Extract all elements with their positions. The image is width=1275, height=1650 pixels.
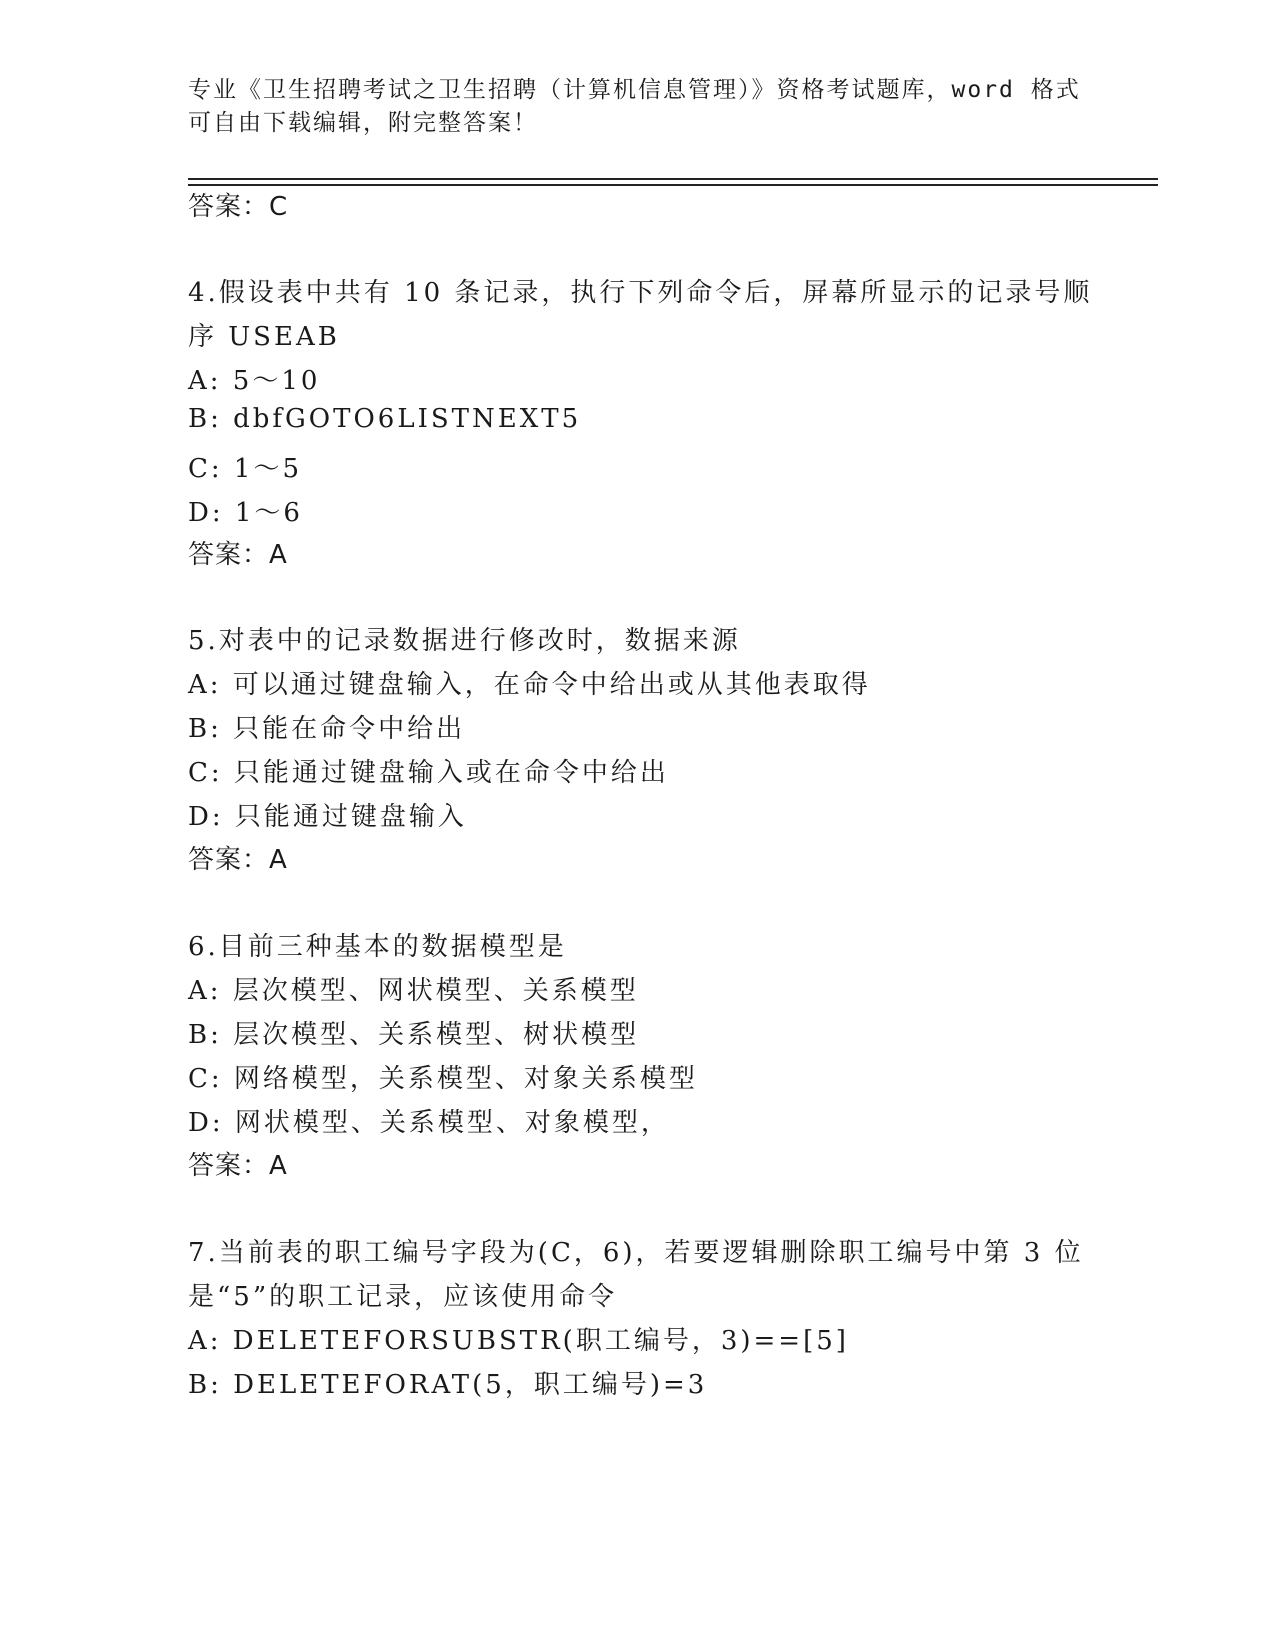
question-7-option-b: B: DELETEFORAT(5，职工编号)=3 bbox=[188, 1370, 708, 1400]
document-header bbox=[188, 74, 1088, 140]
question-4-option-d: D: 1～6 bbox=[188, 498, 303, 528]
question-6-option-c: C: 网络模型，关系模型、对象关系模型 bbox=[188, 1064, 698, 1094]
question-7-stem-line-2: 是“5”的职工记录，应该使用命令 bbox=[188, 1282, 618, 1312]
question-4-stem-line-1: 4.假设表中共有 10 条记录，执行下列命令后，屏幕所显示的记录号顺 bbox=[188, 278, 1093, 308]
question-4-answer: 答案：A bbox=[188, 540, 288, 570]
header-divider-bottom bbox=[188, 184, 1158, 186]
question-5-option-b: B: 只能在命令中给出 bbox=[188, 714, 466, 744]
question-5-stem: 5.对表中的记录数据进行修改时，数据来源 bbox=[188, 626, 741, 656]
previous-answer: 答案：C bbox=[188, 192, 289, 222]
header-divider-top bbox=[188, 178, 1158, 180]
question-5-option-a: A: 可以通过键盘输入，在命令中给出或从其他表取得 bbox=[188, 670, 871, 700]
question-5-answer: 答案：A bbox=[188, 845, 288, 875]
question-7-option-a: A: DELETEFORSUBSTR(职工编号，3)==[5] bbox=[188, 1326, 849, 1356]
question-5-option-c: C: 只能通过键盘输入或在命令中给出 bbox=[188, 758, 669, 788]
question-7-stem-line-1: 7.当前表的职工编号字段为(C，6)，若要逻辑删除职工编号中第 3 位 bbox=[188, 1238, 1084, 1268]
question-6-answer: 答案：A bbox=[188, 1151, 288, 1181]
header-line-2: 可自由下载编辑，附完整答案！ bbox=[188, 110, 538, 136]
question-4-option-a: A: 5～10 bbox=[188, 366, 321, 396]
question-4-option-b: B: dbfGOTO6LISTNEXT5 bbox=[188, 404, 582, 434]
question-5-option-d: D: 只能通过键盘输入 bbox=[188, 802, 467, 832]
question-6-option-b: B: 层次模型、关系模型、树状模型 bbox=[188, 1020, 640, 1050]
header-line-1: 专业《卫生招聘考试之卫生招聘（计算机信息管理）》资格考试题库，word 格式 bbox=[188, 77, 1081, 103]
question-4-stem-line-2: 序 USEAB bbox=[188, 322, 340, 352]
question-6-stem: 6.目前三种基本的数据模型是 bbox=[188, 932, 567, 962]
question-6-option-d: D: 网状模型、关系模型、对象模型， bbox=[188, 1108, 670, 1138]
question-4-option-c: C: 1～5 bbox=[188, 454, 303, 484]
question-6-option-a: A: 层次模型、网状模型、关系模型 bbox=[188, 976, 639, 1006]
